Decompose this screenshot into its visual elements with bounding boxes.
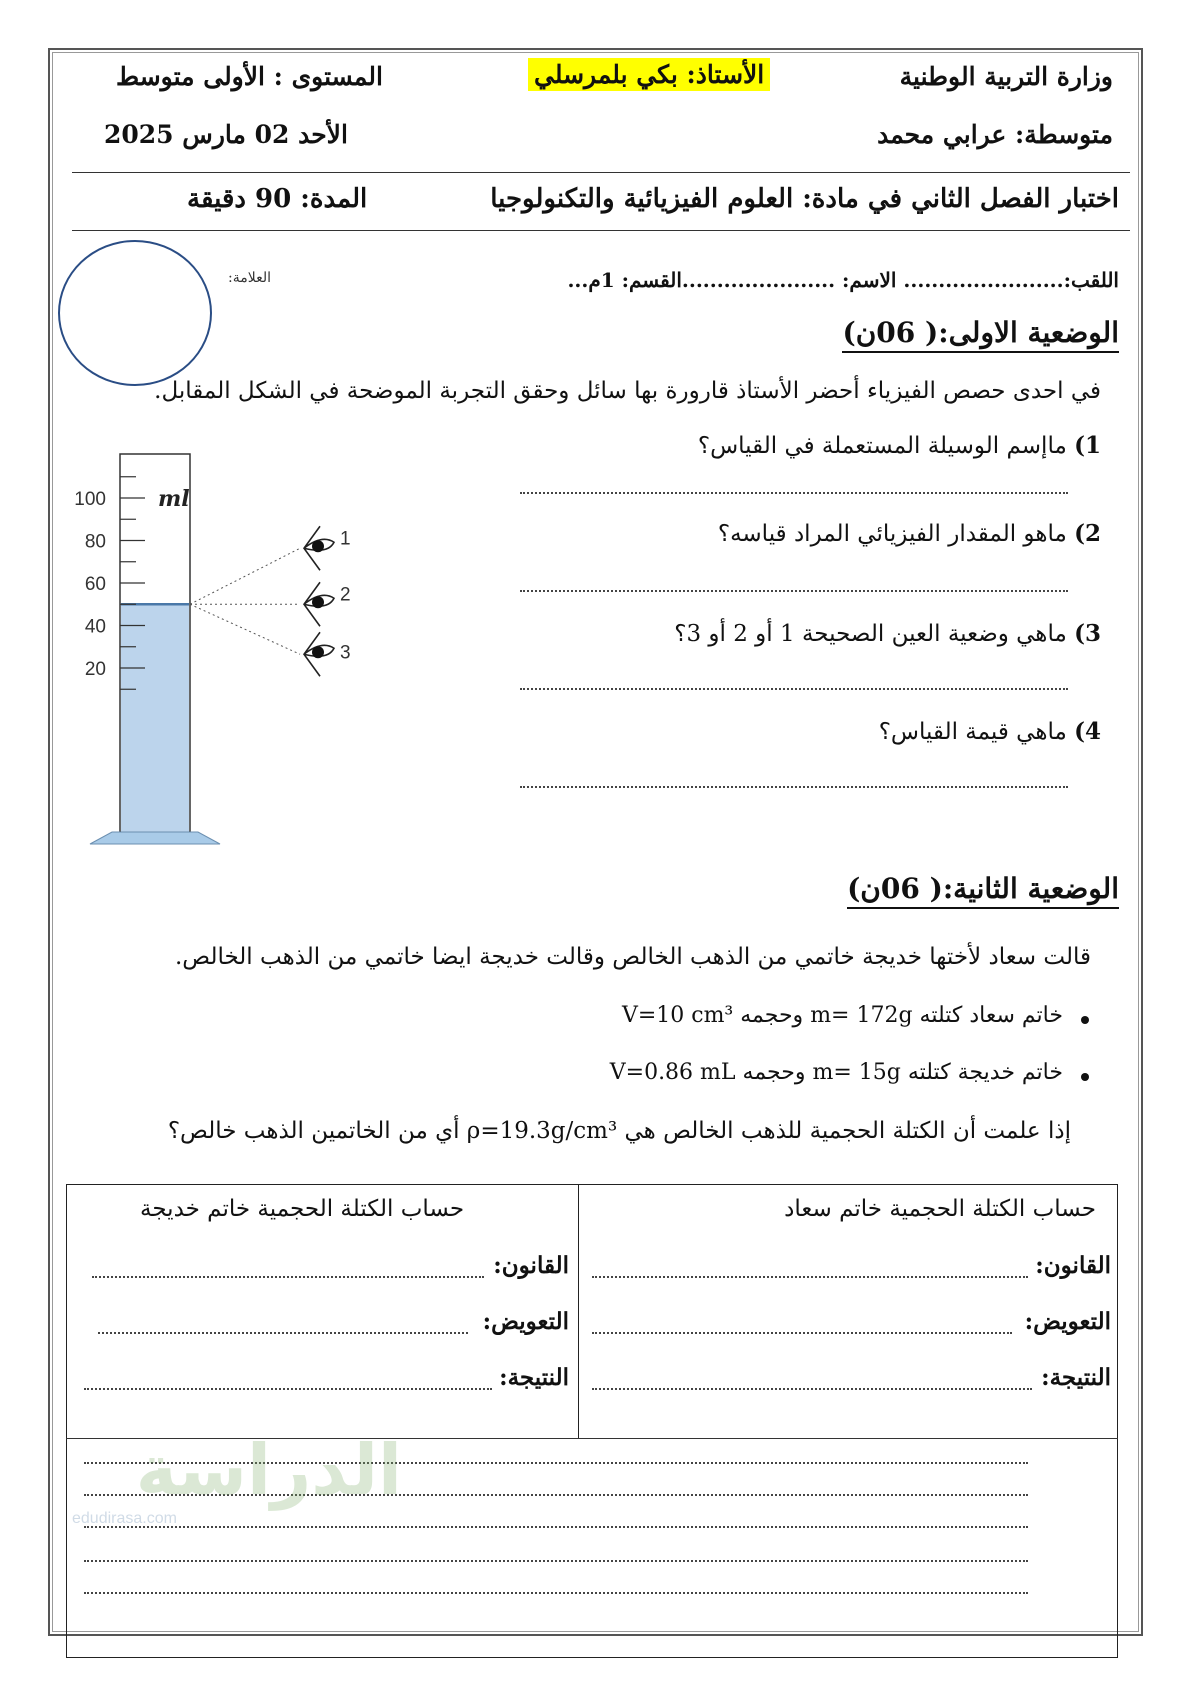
tick-label: 20	[84, 659, 106, 680]
question-number: 1)	[1074, 432, 1101, 459]
sight-line	[190, 548, 300, 604]
bullet-dot	[1081, 1073, 1089, 1081]
question-1	[698, 432, 1101, 459]
graduated-cylinder-figure	[70, 450, 410, 850]
bullet-dot	[1081, 1016, 1089, 1024]
sight-line	[190, 604, 300, 654]
question-number: 4)	[1074, 718, 1101, 745]
ring-souad: خاتم سعاد كتلته m= 172g وحجمه V=10 cm³	[621, 1003, 1063, 1028]
question-text: ماهي وضعية العين الصحيحة 1 أو 2 أو 3؟	[674, 621, 1067, 647]
sight-lines	[190, 548, 300, 654]
left-result-answer[interactable]	[84, 1388, 492, 1390]
left-substitution-answer[interactable]	[98, 1332, 468, 1334]
table-column-divider	[578, 1184, 579, 1438]
question-4	[879, 718, 1101, 745]
school-name: متوسطة: عرابي محمد	[877, 120, 1113, 149]
right-law-label: القانون:	[1035, 1252, 1111, 1279]
eye-icon	[304, 582, 351, 626]
right-result-answer[interactable]	[592, 1388, 1032, 1390]
cylinder-base	[90, 832, 220, 844]
tick-label: 100	[74, 489, 106, 510]
exam-title: اختبار الفصل الثاني في مادة: العلوم الفيزيائية والتكنولوجيا	[490, 184, 1119, 214]
left-column-header: حساب الكتلة الحجمية خاتم خديجة	[140, 1196, 465, 1222]
left-result-label: النتيجة:	[499, 1364, 569, 1391]
tick-label: 60	[84, 574, 106, 595]
title-divider	[72, 230, 1130, 231]
right-law-answer[interactable]	[592, 1276, 1028, 1278]
question-text: ماإسم الوسيلة المستعملة في القياس؟	[697, 433, 1067, 459]
level: المستوى : الأولى متوسط	[116, 62, 383, 91]
right-substitution-answer[interactable]	[592, 1332, 1012, 1334]
conclusion-line-5[interactable]	[84, 1592, 1028, 1594]
answer-line-4[interactable]	[520, 786, 1068, 788]
eye-label: 2	[340, 584, 351, 606]
section1-title: الوضعية الاولى:( 06ن)	[842, 316, 1119, 353]
ring-khadija: خاتم خديجة كتلته m= 15g وحجمه V=0.86 mL	[609, 1060, 1063, 1085]
watermark-text: الدراسة	[135, 1429, 402, 1511]
section2-question: إذا علمت أن الكتلة الحجمية للذهب الخالص هي ρ=19.3g/cm³ أي من الخاتمين الذهب خالص؟	[167, 1118, 1071, 1144]
watermark-logo	[72, 1430, 402, 1560]
ministry-name: وزارة التربية الوطنية	[899, 62, 1113, 91]
section2-title: الوضعية الثانية:( 06ن)	[847, 872, 1119, 909]
grade-label: العلامة:	[228, 270, 271, 286]
exam-duration: المدة: 90 دقيقة	[187, 184, 368, 214]
left-law-label: القانون:	[493, 1252, 569, 1279]
eye-icon	[304, 632, 351, 676]
question-3	[674, 620, 1101, 647]
exam-date: الأحد 02 مارس 2025	[104, 120, 348, 149]
student-info-line[interactable]: اللقب:....................... الاسم: ......................القسم: 1م...	[567, 268, 1119, 292]
question-2	[718, 520, 1101, 547]
question-number: 2)	[1074, 520, 1101, 547]
header-divider	[72, 172, 1130, 173]
right-column-header: حساب الكتلة الحجمية خاتم سعاد	[784, 1196, 1096, 1222]
grade-circle[interactable]	[58, 240, 212, 386]
tick-label: 80	[84, 531, 106, 553]
tick-label: 40	[84, 616, 106, 638]
unit-label: ml	[158, 486, 190, 512]
eyes	[304, 526, 351, 676]
section2-intro: قالت سعاد لأختها خديجة خاتمي من الذهب الخالص وقالت خديجة ايضا خاتمي من الذهب الخالص.	[174, 944, 1091, 970]
answer-line-2[interactable]	[520, 590, 1068, 592]
answer-table	[66, 1184, 1118, 1658]
left-substitution-label: التعويض:	[482, 1308, 569, 1335]
left-law-answer[interactable]	[92, 1276, 484, 1278]
question-text: ماهي قيمة القياس؟	[878, 719, 1067, 745]
section1-intro: في احدى حصص الفيزياء أحضر الأستاذ قارورة بها سائل وحقق التجربة الموضحة في الشكل المقابل.	[154, 378, 1101, 404]
watermark-url: edudirasa.com	[72, 1510, 177, 1527]
eye-label: 1	[340, 528, 351, 550]
conclusion-line-4[interactable]	[84, 1560, 1028, 1562]
question-number: 3)	[1074, 620, 1101, 647]
liquid	[121, 604, 189, 832]
teacher-name: الأستاذ: بكي بلمرسلي	[528, 58, 770, 91]
right-substitution-label: التعويض:	[1024, 1308, 1111, 1335]
question-text: ماهو المقدار الفيزيائي المراد قياسه؟	[717, 521, 1067, 547]
eye-icon	[304, 526, 351, 570]
eye-label: 3	[340, 642, 351, 664]
right-result-label: النتيجة:	[1041, 1364, 1111, 1391]
answer-line-3[interactable]	[520, 688, 1068, 690]
answer-line-1[interactable]	[520, 492, 1068, 494]
